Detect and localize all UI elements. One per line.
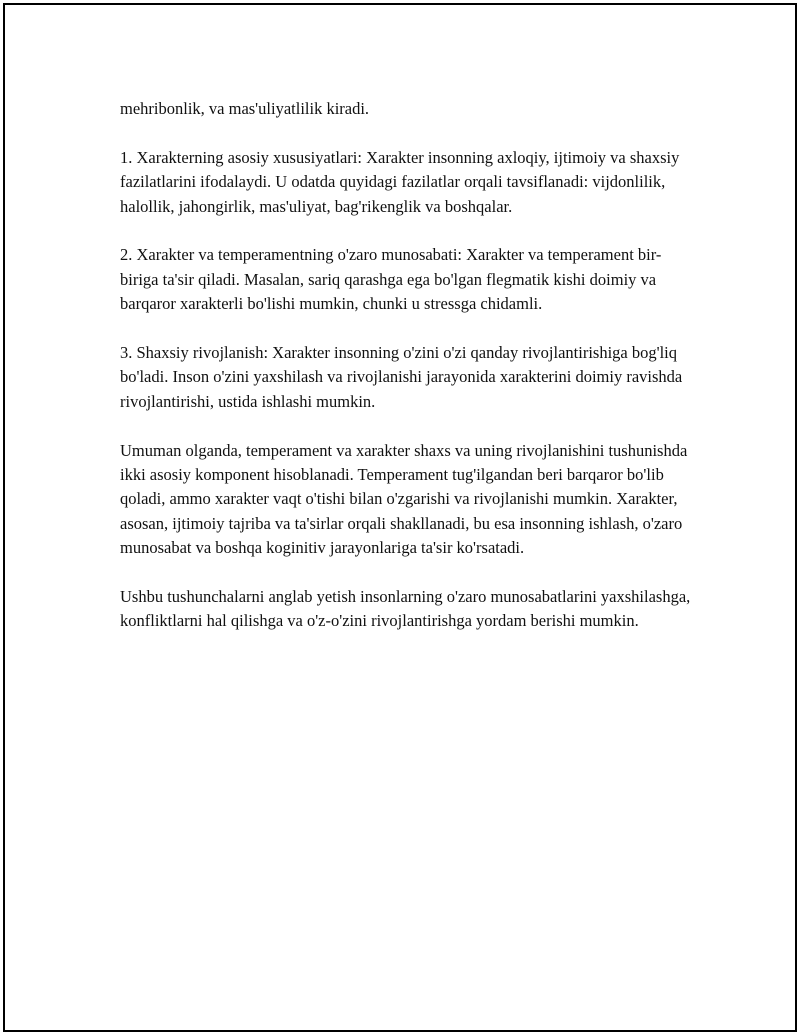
paragraph-conclusion: Ushbu tushunchalarni anglab yetish insonlarning o'zaro munosabatlarini yaxshilashga, konfliktlarni hal qilishga va o'z-o'zini rivojlantirishga yordam berishi mumkin. (120, 587, 691, 631)
paragraph-summary: Umuman olganda, temperament va xarakter shaxs va uning rivojlanishini tushunishda ikki asosiy komponent hisoblanadi. Temperament tug'ilgandan beri barqaror bo'lib qoladi, ammo xarakter vaqt o'tishi bilan o'zgarishi va rivojlanishi mumkin. Xarakter, asosan, ijtimoiy tajriba va ta'sirlar orqali shakllanadi, bu esa insonning ishlash, o'zaro munosabat va boshqa koginitiv jarayonlariga ta'sir ko'rsatadi. (120, 440, 688, 558)
document-page (3, 3, 797, 1032)
paragraph-intro-continuation: mehribonlik, va mas'uliyatlilik kiradi. (120, 99, 370, 118)
paragraph-character-traits: 1. Xarakterning asosiy xususiyatlari: Xarakter insonning axloqiy, ijtimoiy va shaxsiy fazilatlarini ifodalaydi. U odatda quyidagi fazilatlar orqali tavsiflanadi: vijdonlilik, halollik, jahongirlik, mas'uliyat, bag'rikenglik va boshqalar. (120, 147, 680, 216)
document-body (120, 97, 695, 658)
paragraph-personal-development: 3. Shaxsiy rivojlanish: Xarakter insonning o'zini o'zi qanday rivojlantirishiga bog'liq bo'ladi. Inson o'zini yaxshilash va rivojlanishi jarayonida xarakterini doimiy ravishda rivojlantirishi, ustida ishlashi mumkin. (120, 343, 683, 411)
paragraph-character-temperament-relation: 2. Xarakter va temperamentning o'zaro munosabati: Xarakter va temperament bir-biriga ta'sir qiladi. Masalan, sariq qarashga ega bo'lgan flegmatik kishi doimiy va barqaror xarakterli bo'lishi mumkin, chunki u stressga chidamli. (120, 245, 662, 314)
